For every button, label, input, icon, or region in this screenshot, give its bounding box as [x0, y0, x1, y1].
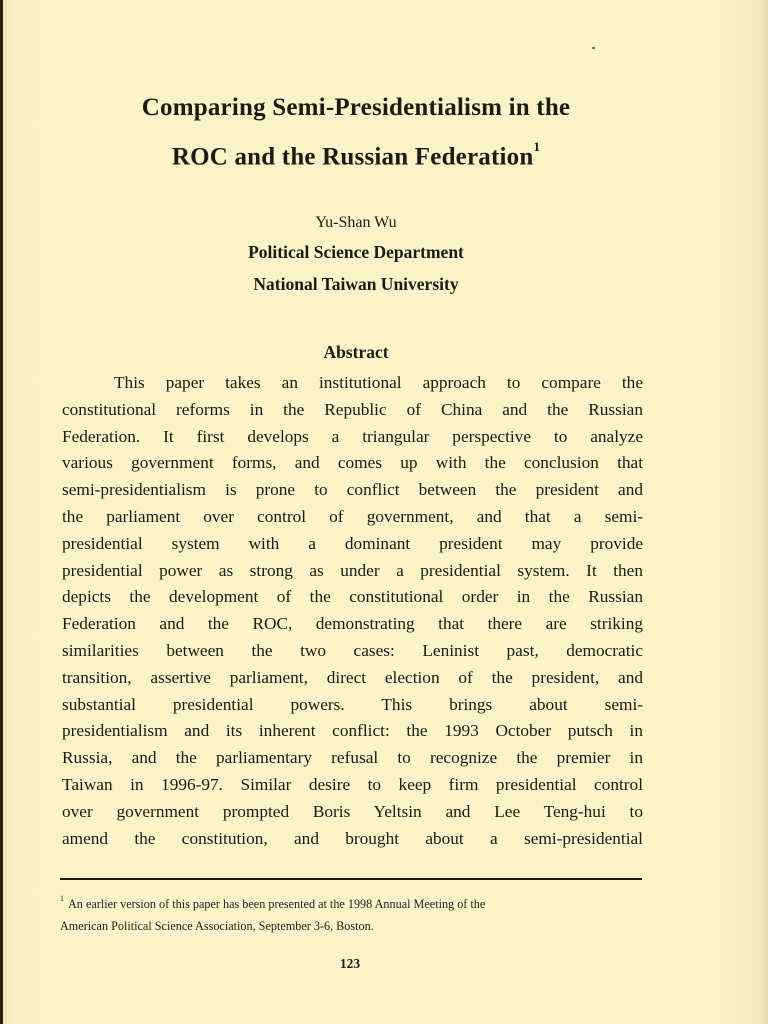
footnote — [60, 890, 644, 937]
footnote-rule — [60, 878, 642, 880]
abstract-line: Federation and the ROC, demonstrating that there are striking — [62, 614, 643, 634]
title-footnote-marker: 1 — [533, 139, 541, 154]
abstract-line: the parliament over control of government, and that a semi- — [62, 506, 643, 526]
abstract-line: Federation. It first develops a triangular perspective to analyze — [62, 426, 643, 446]
abstract-body — [62, 370, 643, 852]
abstract-line: amend the constitution, and brought about a semi-presidential — [62, 828, 643, 848]
page-number: 123 — [339, 956, 361, 971]
abstract-line: depicts the development of the constitutional order in the Russian — [62, 587, 643, 607]
department: Political Science Department — [248, 242, 464, 262]
abstract-line: transition, assertive parliament, direct election of the president, and — [62, 667, 643, 687]
abstract-line: substantial presidential powers. This brings about semi- — [62, 694, 643, 714]
author-name: Yu-Shan Wu — [315, 214, 397, 231]
paper-title-line-1: Comparing Semi-Presidentialism in the — [141, 94, 571, 121]
abstract-line: semi-presidentialism is prone to conflict between the president and — [62, 480, 643, 500]
university: National Taiwan University — [253, 274, 459, 294]
abstract-line: similarities between the two cases: Leninist past, democratic — [62, 640, 643, 660]
scan-speck — [592, 47, 595, 49]
abstract-line: Russia, and the parliamentary refusal to recognize the premier in — [62, 748, 643, 768]
abstract-heading: Abstract — [323, 342, 389, 362]
abstract-line: presidentialism and its inherent conflict: the 1993 October putsch in — [62, 721, 643, 741]
paper-title-line-2: ROC and the Russian Federation$^1$ — [171, 139, 541, 171]
footnote-line-1: $^1$ An earlier version of this paper has been presented at the 1998 Annual Meeting of the — [60, 894, 486, 912]
footnote-marker: 1 — [60, 894, 64, 903]
abstract-line: constitutional reforms in the Republic of China and the Russian — [62, 399, 643, 419]
abstract-line: Taiwan in 1996-97. Similar desire to keep firm presidential control — [62, 774, 643, 794]
footnote-line-2: American Political Science Association, September 3-6, Boston. — [60, 919, 374, 934]
abstract-line: over government prompted Boris Yeltsin and Lee Teng-hui to — [62, 801, 643, 821]
abstract-line: various government forms, and comes up with the conclusion that — [62, 453, 643, 473]
abstract-line: presidential power as strong as under a presidential system. It then — [62, 560, 643, 580]
abstract-line: presidential system with a dominant president may provide — [62, 533, 643, 553]
abstract-line: This paper takes an institutional approach to compare the — [114, 373, 643, 392]
